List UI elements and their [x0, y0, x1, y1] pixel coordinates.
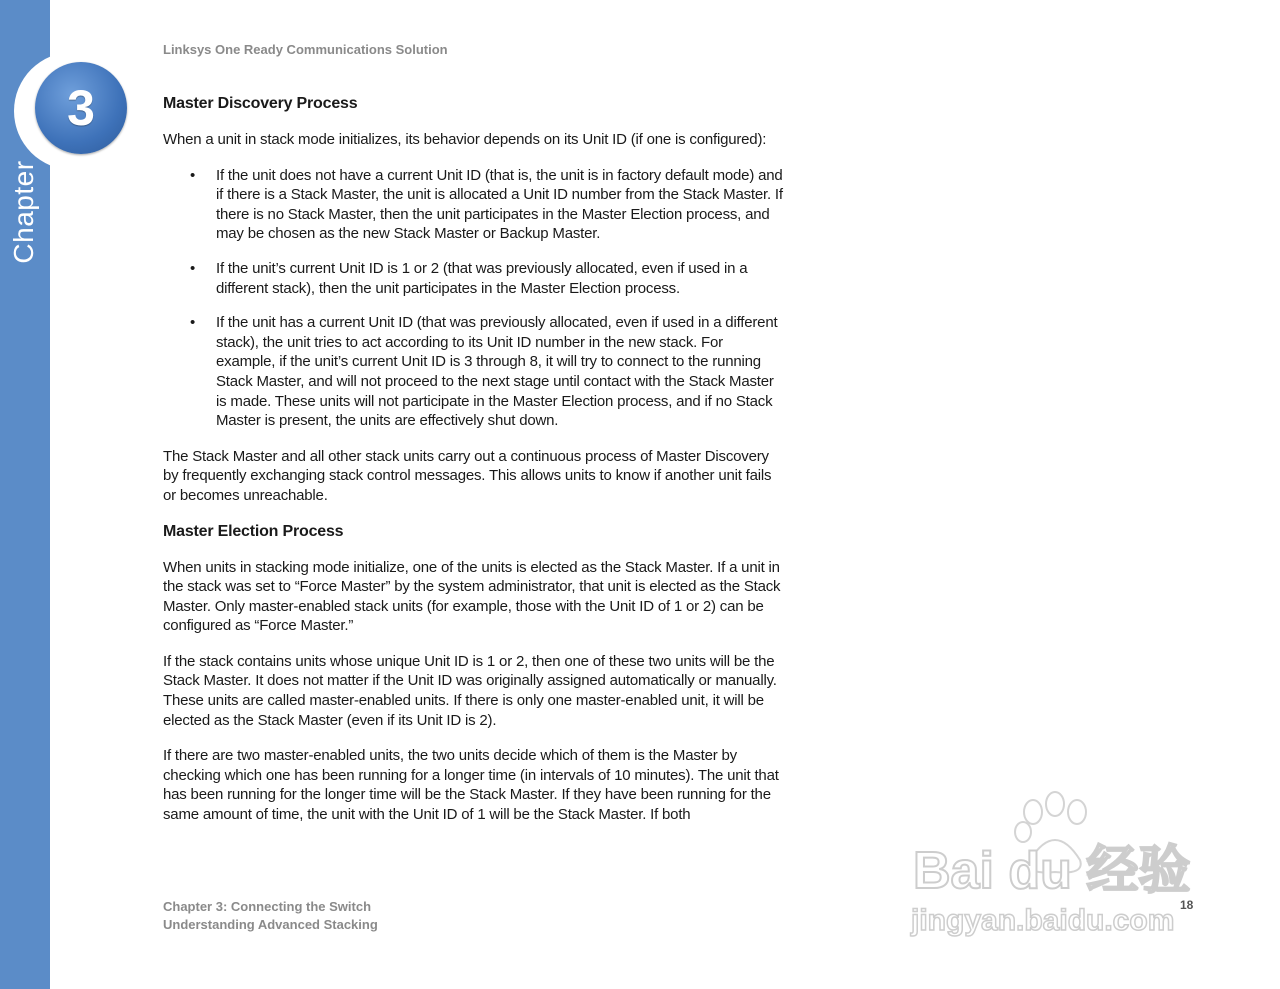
watermark-brand: Bai du 经验 [913, 842, 1191, 900]
footer-chapter: Chapter 3: Connecting the Switch [163, 899, 372, 914]
list-item [163, 259, 785, 298]
baidu-watermark [905, 790, 1205, 940]
bullet-list [163, 166, 785, 431]
list-item-text: If the unit has a current Unit ID (that was previously allocated, even if used in a different stack), the unit tries to act according to its Unit ID number in the new stack. For example, if the unit’s current Unit ID is 3 through 8, it will try to connect to the running Stack Master, and will not proceed to the next stage until contact with the Stack Master is made. These units will not participate in the Master Election process, and if no Stack Master is present, the units are effectively shut down. [216, 314, 778, 430]
bullet-icon: • [190, 259, 196, 277]
chapter-number: 3 [67, 80, 95, 136]
list-item [163, 313, 785, 431]
paragraph: If there are two master-enabled units, the two units decide which of them is the Master by checking which one has been running for a longer time (in intervals of 10 minutes). The unit that has been running for the longer time will be the Stack Master. If they have been running for the same amount of time, the unit with the Unit ID of 1 will be the Stack Master. If both [163, 747, 779, 824]
paragraph: If the stack contains units whose unique Unit ID is 1 or 2, then one of these two units will be the Stack Master. It does not matter if the Unit ID was originally assigned automatically or manually. These units are called master-enabled units. If there is only one master-enabled unit, it will be elected as the Stack Master (even if its Unit ID is 2). [163, 652, 777, 729]
footer-section: Understanding Advanced Stacking [163, 917, 378, 932]
paragraph: The Stack Master and all other stack units carry out a continuous process of Master Discovery by frequently exchanging stack control messages. This allows units to know if another unit fails or becomes unreachable. [163, 447, 772, 504]
chapter-label: Chapter [8, 160, 39, 264]
header-title: Linksys One Ready Communications Solution [163, 42, 448, 57]
page-number: 18 [1180, 898, 1194, 912]
page-body [163, 94, 785, 841]
paragraph: When units in stacking mode initialize, one of the units is elected as the Stack Master. If a unit in the stack was set to “Force Master” by the system administrator, that unit is elected as the Stack Master. Only master-enabled stack units (for example, those with the Unit ID of 1 or 2) can be configured as “Force Master.” [163, 558, 781, 635]
watermark-url: jingyan.baidu.com [911, 904, 1175, 937]
chapter-badge [35, 62, 127, 154]
bullet-icon: • [190, 314, 196, 332]
list-item-text: If the unit does not have a current Unit ID (that is, the unit is in factory default mode) and if there is a Stack Master, the unit is allocated a Unit ID number from the Stack Master. If there is no Stack Master, then the unit participates in the Master Election process, and may be chosen as the new Stack Master or Backup Master. [216, 166, 783, 243]
list-item-text: If the unit’s current Unit ID is 1 or 2 (that was previously allocated, even if used in a different stack), then the unit participates in the Master Election process. [216, 259, 748, 297]
section-heading-discovery: Master Discovery Process [163, 95, 358, 112]
section-heading-election: Master Election Process [163, 522, 344, 540]
bullet-icon: • [190, 166, 196, 184]
list-item [163, 166, 785, 244]
footer [163, 898, 378, 934]
paragraph: When a unit in stack mode initializes, its behavior depends on its Unit ID (if one is configured): [163, 131, 767, 148]
